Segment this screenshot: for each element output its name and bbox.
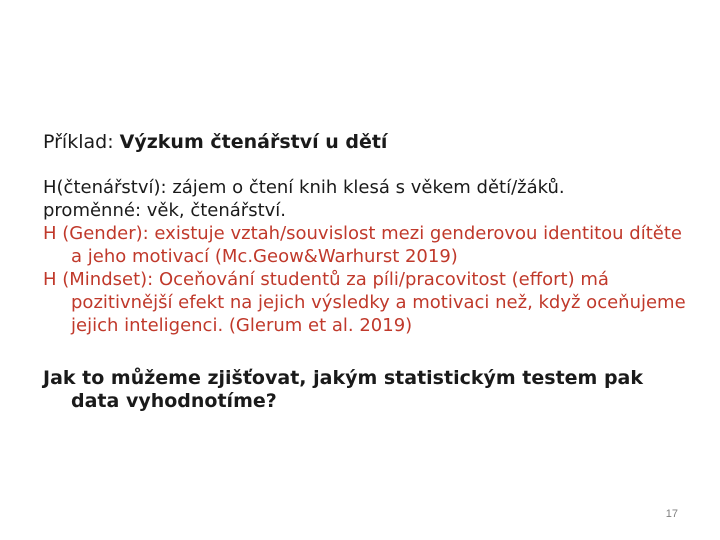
hypothesis-reading: H(čtenářství): zájem o čtení knih klesá s věkem dětí/žáků.: [43, 177, 565, 198]
example-heading: [43, 128, 693, 156]
example-title: Výzkum čtenářství u dětí: [119, 131, 388, 153]
page-number: 17: [665, 508, 678, 520]
hypothesis-mindset: H (Mindset): Oceňování studentů za píli/pracovitost (effort) má pozitivnější efekt na jejich výsledky a motivaci než, když oceňujeme jejich inteligenci. (Glerum et al. 2019): [43, 269, 686, 336]
variables-line: proměnné: věk, čtenářství.: [43, 200, 286, 221]
hypothesis-gender: H (Gender): existuje vztah/souvislost mezi genderovou identitou dítěte a jeho motivací (Mc.Geow&Warhurst 2019): [43, 223, 682, 267]
question: Jak to můžeme zjišťovat, jakým statistickým testem pak data vyhodnotíme?: [43, 367, 644, 412]
slide-content: [43, 128, 693, 413]
example-label: Příklad:: [43, 131, 120, 153]
